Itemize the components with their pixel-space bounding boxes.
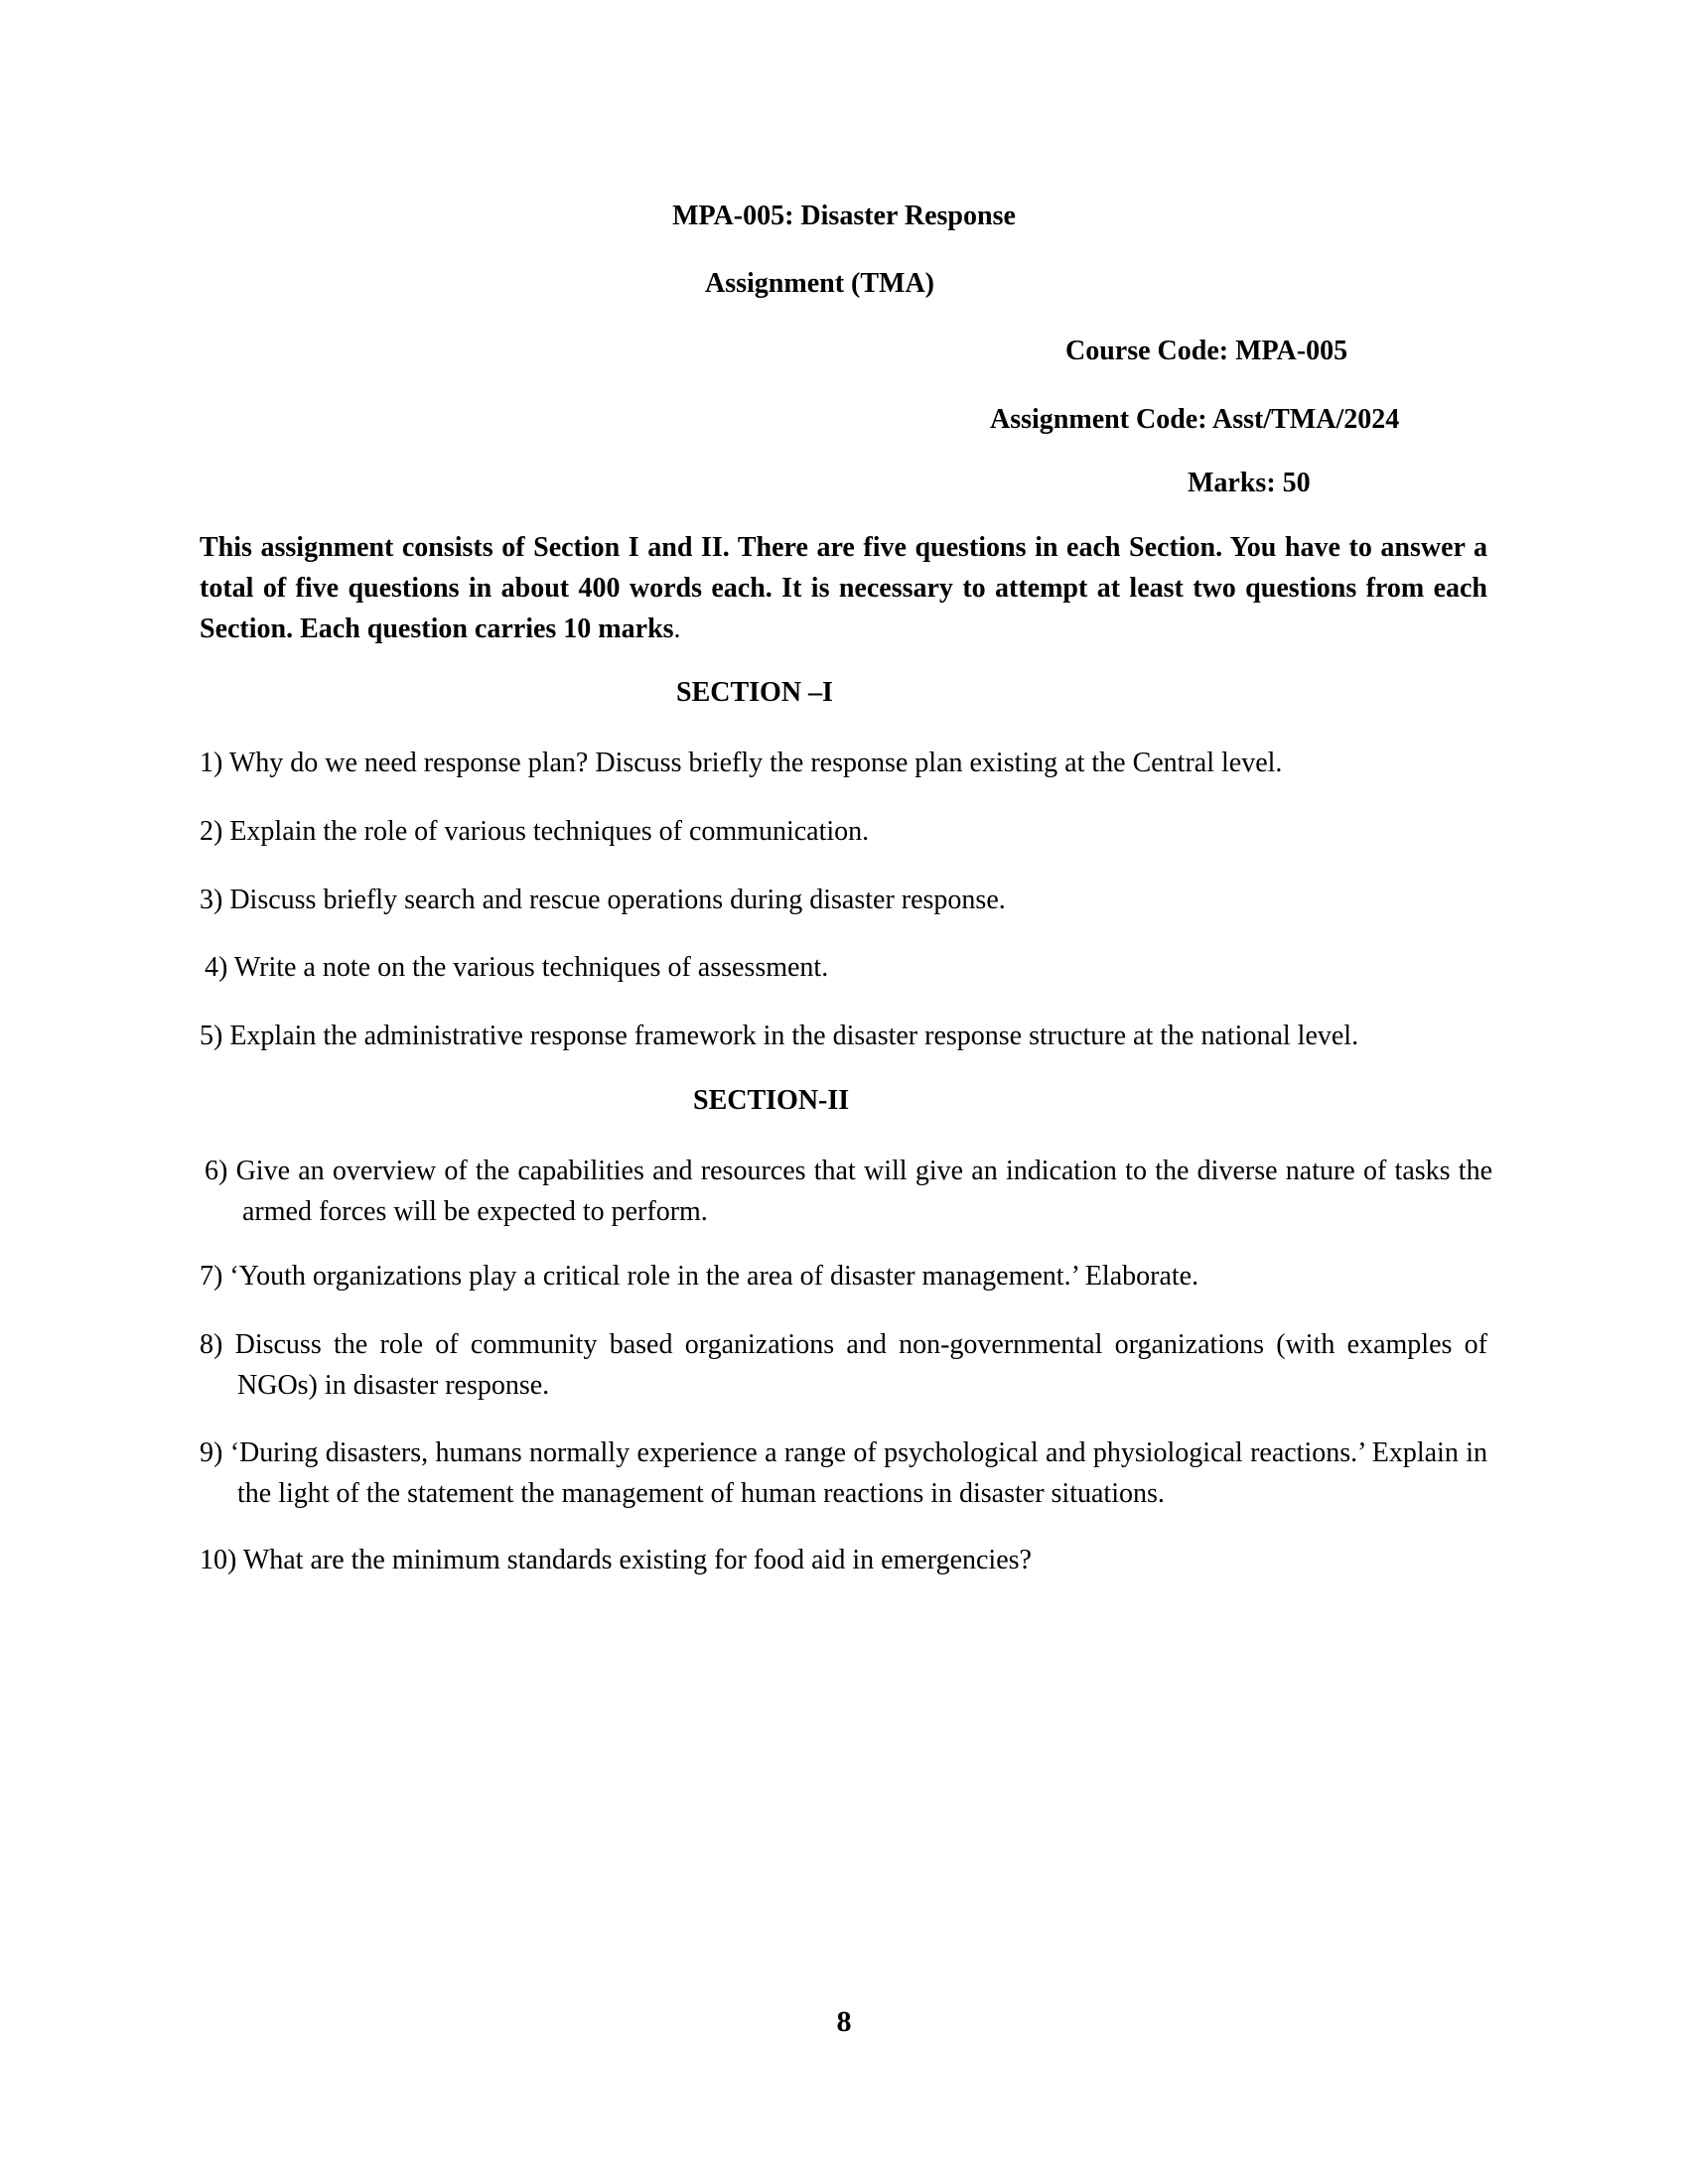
question-3: 3) Discuss briefly search and rescue operations during disaster response. (200, 885, 1006, 915)
question-5: 5) Explain the administrative response framework in the disaster response structure at the national level. (200, 1021, 1359, 1051)
document-subtitle: Assignment (TMA) (705, 268, 934, 299)
section-2-heading: SECTION-II (693, 1085, 850, 1116)
question-7: 7) ‘Youth organizations play a critical role in the area of disaster management.’ Elaborate. (200, 1261, 1199, 1292)
section-1-heading: SECTION –I (676, 677, 833, 708)
marks: Marks: 50 (1188, 468, 1311, 498)
question-10: 10) What are the minimum standards existing for food aid in emergencies? (200, 1545, 1032, 1575)
question-2: 2) Explain the role of various techniques of communication. (200, 816, 870, 847)
instructions-text: This assignment consists of Section I and II. There are five questions in each Section. You have to answer a total of five questions in about 400 words each. It is necessary to attempt at least two questions from each Section. Each question carries 10 marks (200, 532, 1487, 644)
document-title: MPA-005: Disaster Response (672, 201, 1016, 231)
course-code: Course Code: MPA-005 (1065, 336, 1348, 366)
question-9: 9) ‘During disasters, humans normally experience a range of psychological and physiological reactions.’ Explain in the light of the statement the management of human reactions in disaster situations. (200, 1437, 1487, 1509)
question-1: 1) Why do we need response plan? Discuss briefly the response plan existing at the Central level. (200, 748, 1283, 778)
page-number: 8 (836, 2005, 852, 2038)
assignment-code: Assignment Code: Asst/TMA/2024 (990, 404, 1400, 435)
question-8: 8) Discuss the role of community based organizations and non-governmental organizations (with examples of NGOs) in disaster response. (200, 1329, 1487, 1401)
question-4: 4) Write a note on the various techniques of assessment. (205, 952, 829, 983)
instructions-paragraph (200, 527, 1487, 649)
question-6: 6) Give an overview of the capabilities and resources that will give an indication to the diverse nature of tasks the armed forces will be expected to perform. (205, 1156, 1492, 1227)
instructions-period: . (673, 614, 681, 644)
